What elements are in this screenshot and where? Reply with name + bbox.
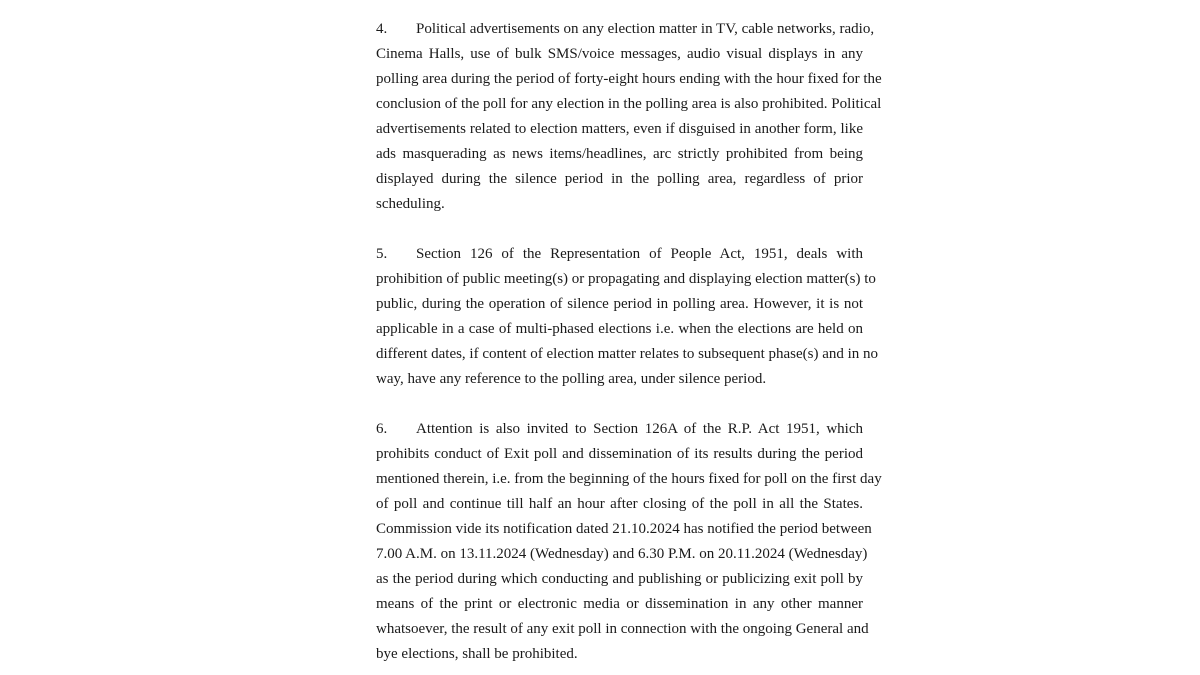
text-line: bye elections, shall be prohibited. <box>376 646 578 662</box>
text-line: of poll and continue till half an hour after closing of the poll in all the States. <box>376 496 863 512</box>
text-line: prohibition of public meeting(s) or propagating and displaying election matter(s) to <box>376 271 876 287</box>
paragraph-number: 5. <box>376 246 388 262</box>
text-line: means of the print or electronic media or dissemination in any other manner <box>376 596 863 612</box>
text-line: advertisements related to election matters, even if disguised in another form, like <box>376 121 863 137</box>
text-line: public, during the operation of silence period in polling area. However, it is not <box>376 296 863 312</box>
text-line: 5. Section 126 of the Representation of People Act, 1951, deals with <box>376 242 863 267</box>
document-page <box>376 17 882 667</box>
text-line: mentioned therein, i.e. from the beginning of the hours fixed for poll on the first day <box>376 471 882 487</box>
paragraph-gap <box>376 217 863 242</box>
paragraph-5 <box>376 242 879 392</box>
text-line: scheduling. <box>376 196 445 212</box>
text-line: way, have any reference to the polling area, under silence period. <box>376 371 767 387</box>
text-line: conclusion of the poll for any election in the polling area is also prohibited. Political <box>376 96 882 112</box>
paragraph-number: 4. <box>376 21 388 37</box>
text-line: polling area during the period of forty-eight hours ending with the hour fixed for the <box>376 71 882 87</box>
text-line: ads masquerading as news items/headlines, arc strictly prohibited from being <box>376 146 863 162</box>
paragraph-6 <box>376 417 882 667</box>
text-line: whatsoever, the result of any exit poll in connection with the ongoing General and <box>376 621 869 637</box>
text-line: Commission vide its notification dated 21.10.2024 has notified the period between <box>376 521 872 537</box>
text-line: 6. Attention is also invited to Section 126A of the R.P. Act 1951, which <box>376 417 863 442</box>
text-line: 4. Political advertisements on any election matter in TV, cable networks, radio, <box>376 17 863 42</box>
text-line: as the period during which conducting and publishing or publicizing exit poll by <box>376 571 863 587</box>
text-line: prohibits conduct of Exit poll and dissemination of its results during the period <box>376 446 863 462</box>
paragraph-gap <box>376 392 863 417</box>
text-line: Cinema Halls, use of bulk SMS/voice messages, audio visual displays in any <box>376 46 863 62</box>
text-line: 7.00 A.M. on 13.11.2024 (Wednesday) and 6.30 P.M. on 20.11.2024 (Wednesday) <box>376 546 868 562</box>
text-line: displayed during the silence period in the polling area, regardless of prior <box>376 171 863 187</box>
paragraph-4 <box>376 17 882 217</box>
text-line: applicable in a case of multi-phased elections i.e. when the elections are held on <box>376 321 863 337</box>
text-line: different dates, if content of election matter relates to subsequent phase(s) and in no <box>376 346 879 362</box>
paragraph-number: 6. <box>376 421 388 437</box>
